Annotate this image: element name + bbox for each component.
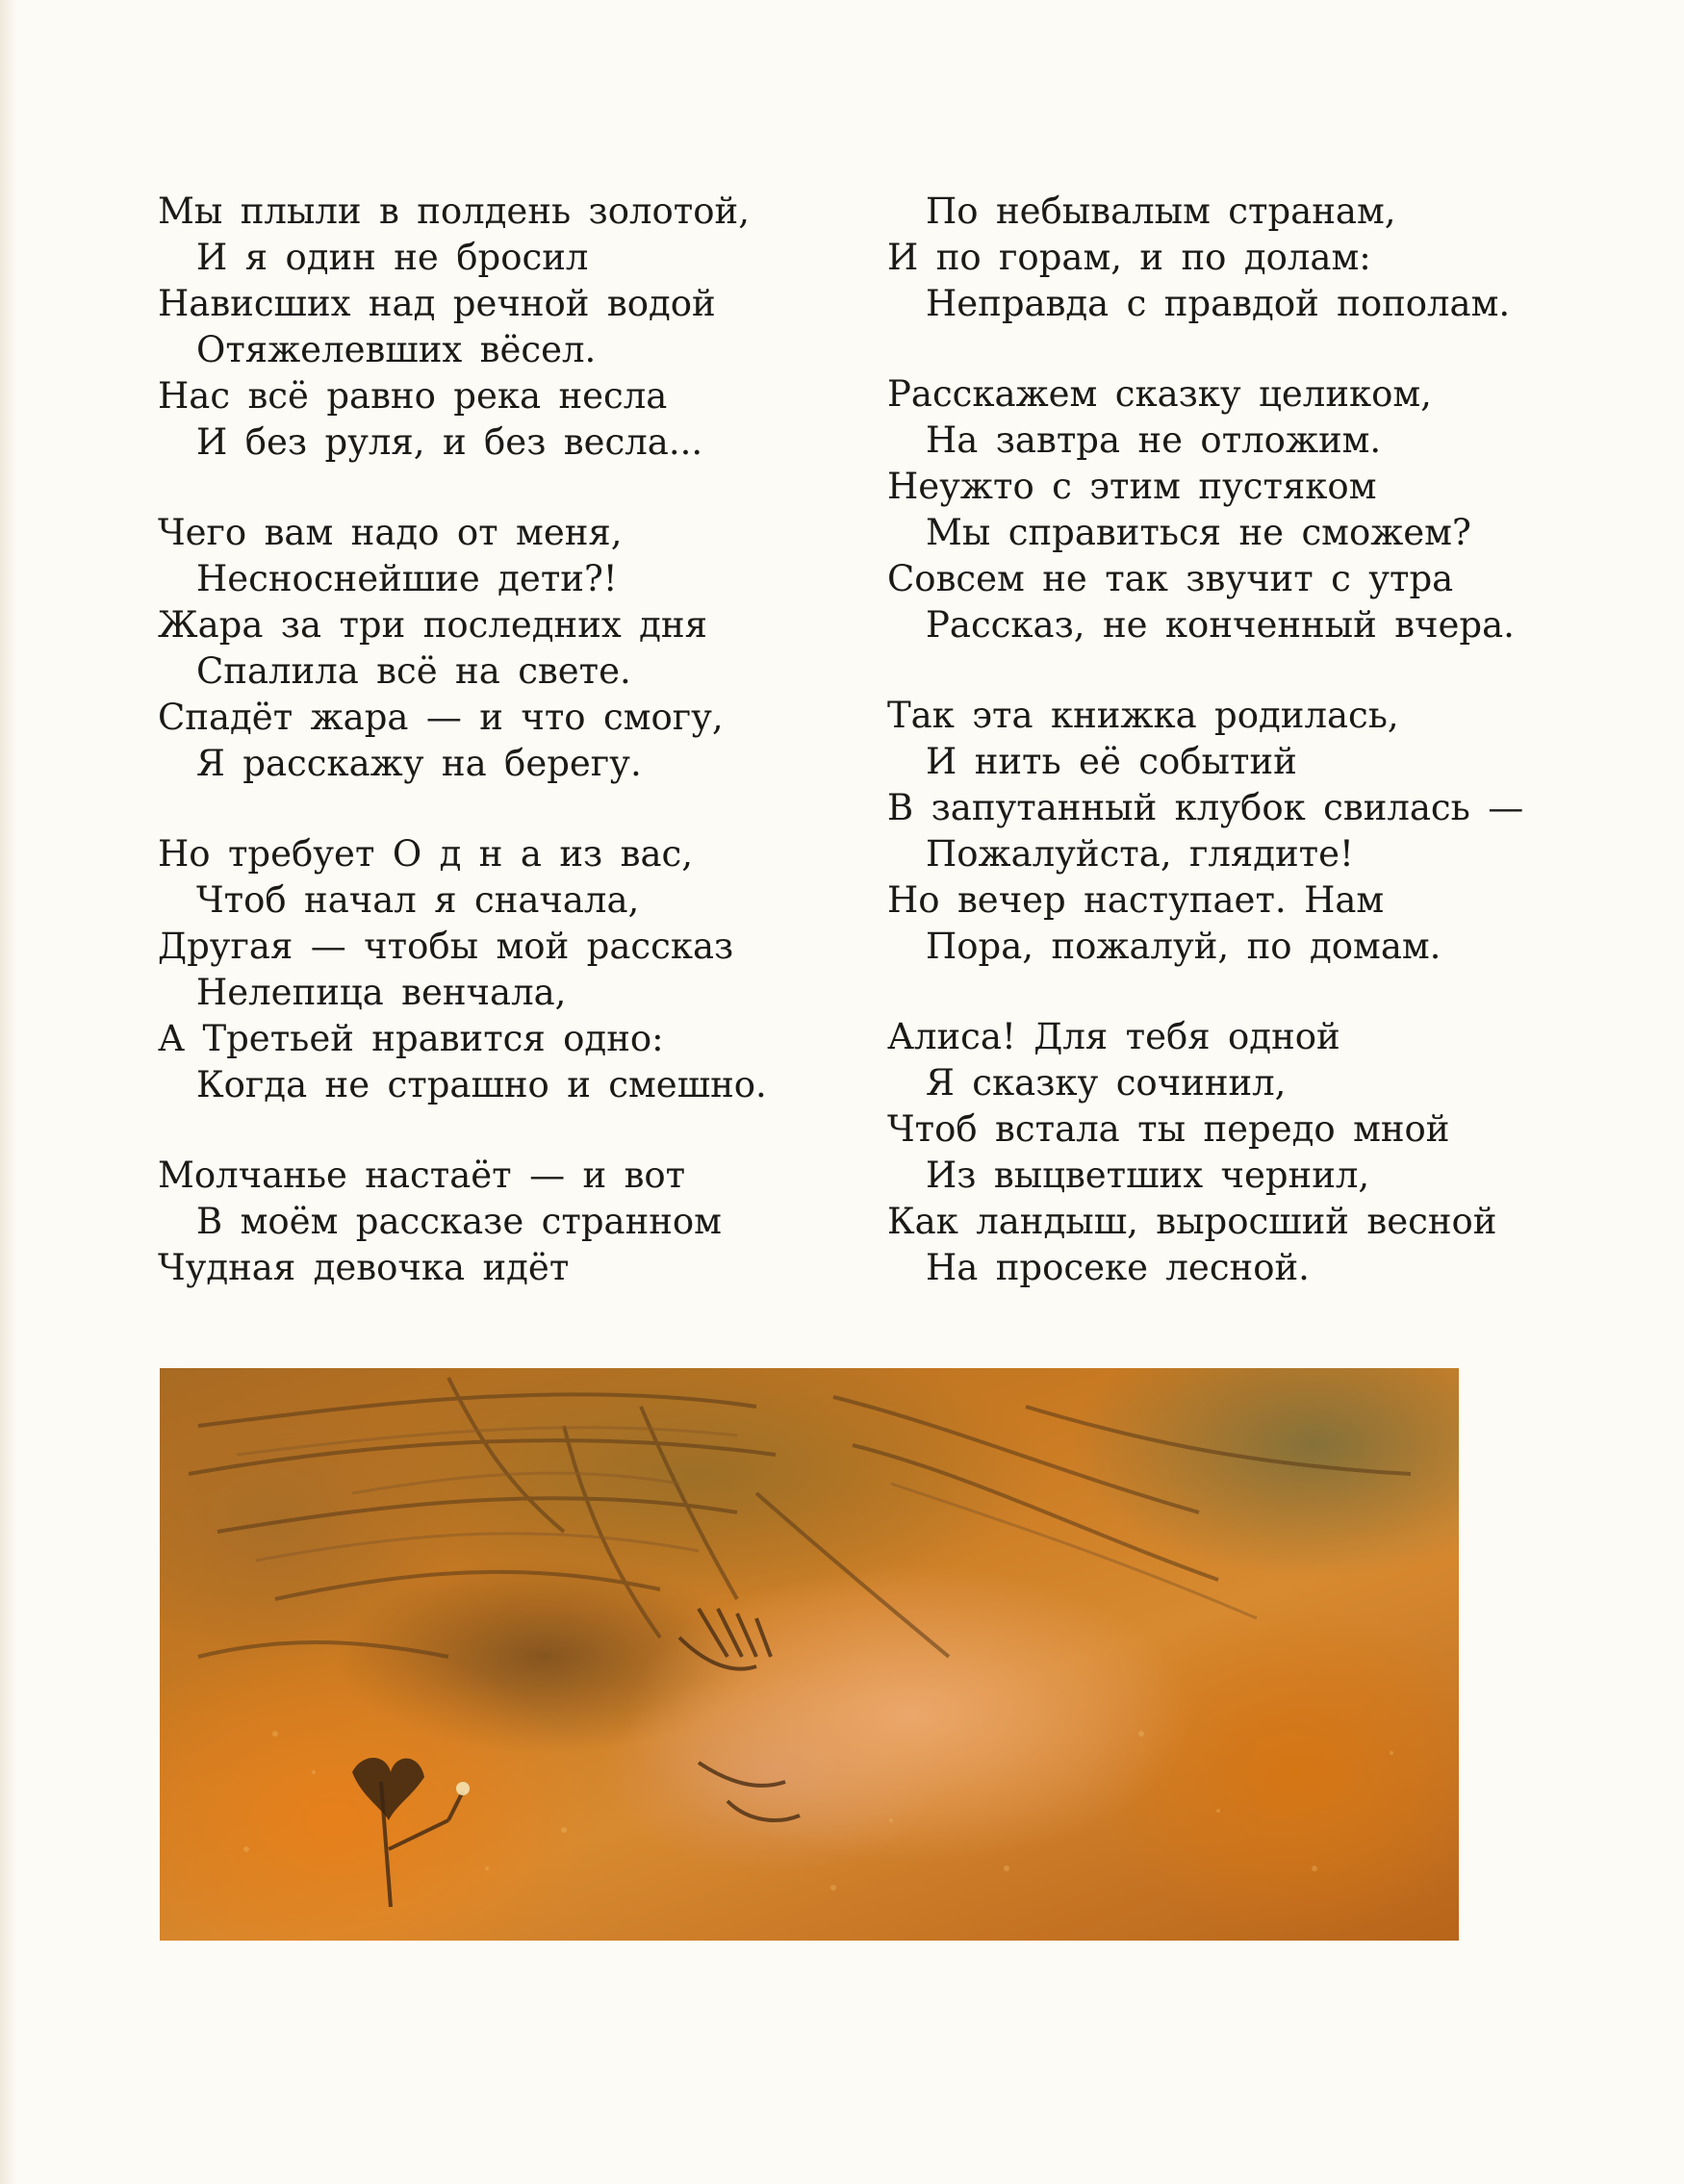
poem-column-left: [158, 189, 851, 1335]
poem-line: Нависших над речной водой: [158, 283, 716, 324]
stanza: [887, 693, 1580, 970]
poem-line: Чудная девочка идёт: [158, 1247, 570, 1288]
stanza: [887, 1014, 1580, 1291]
poem-line: Неправда с правдой пополам.: [926, 283, 1511, 324]
poem-line: В запутанный клубок свилась —: [887, 787, 1524, 828]
illustration-sleeping-girl: [160, 1368, 1459, 1941]
face-features: [679, 1609, 800, 1820]
poem-line: Рассказ, не конченный вчера.: [926, 604, 1515, 646]
poem-line: Спадёт жара — и что смогу,: [158, 697, 724, 738]
poem-line: Чего вам надо от меня,: [158, 512, 623, 553]
poem-line: Спалила всё на свете.: [196, 650, 631, 692]
poem-line: Когда не страшно и смешно.: [196, 1064, 767, 1105]
poem-line: Совсем не так звучит с утра: [887, 558, 1454, 599]
poem-line: Алиса! Для тебя одной: [887, 1016, 1340, 1057]
stanza: [158, 189, 851, 466]
poem-line: И нить её событий: [926, 741, 1297, 782]
poem-column-right: [887, 189, 1580, 1335]
poem-line: Пожалуйста, глядите!: [926, 833, 1354, 875]
stanza: [887, 189, 1580, 327]
poem-line: Чтоб начал я сначала,: [196, 879, 640, 921]
poem-line: Я расскажу на берегу.: [196, 743, 642, 784]
poem-line: Но требует О д н а из вас,: [158, 833, 694, 875]
stanza: [158, 831, 851, 1108]
poem-line: По небывалым странам,: [926, 190, 1396, 232]
poem-line: Молчанье настаёт — и вот: [158, 1155, 686, 1196]
hair-strokes: [189, 1378, 1411, 1657]
stanza: [158, 510, 851, 787]
speckle-texture: [243, 1731, 1393, 1891]
poem-line: На завтра не отложим.: [926, 419, 1382, 461]
poem-line: И я один не бросил: [196, 237, 589, 278]
poem-line: И по горам, и по долам:: [887, 237, 1371, 278]
poem-line: Я сказку сочинил,: [926, 1062, 1287, 1104]
poem-line: А Третьей нравится одно:: [158, 1018, 664, 1059]
flower-bud: [456, 1782, 470, 1795]
poem-line: Но вечер наступает. Нам: [887, 879, 1385, 921]
poem-line: Несноснейшие дети?!: [196, 558, 618, 599]
poem-line: Неужто с этим пустяком: [887, 466, 1377, 507]
poem-line: И без руля, и без весла...: [196, 421, 703, 463]
poem-line: На просеке лесной.: [926, 1247, 1310, 1288]
poem-line: Пора, пожалуй, по домам.: [926, 926, 1442, 967]
poem-line: Чтоб встала ты передо мной: [887, 1108, 1450, 1150]
poem-line: Как ландыш, выросший весной: [887, 1201, 1497, 1242]
hair-highlight-strokes: [237, 1428, 1257, 1618]
poem-line: Из выцветших чернил,: [926, 1155, 1370, 1196]
poem-line: Нелепица венчала,: [196, 972, 567, 1013]
stanza: [887, 371, 1580, 648]
poem-line: Другая — чтобы мой рассказ: [158, 926, 734, 967]
page-edge-shadow: [0, 0, 17, 2184]
poem-line: Мы плыли в полдень золотой,: [158, 190, 750, 232]
painting-strokes: [160, 1368, 1459, 1941]
poem-line: Мы справиться не сможем?: [926, 512, 1471, 553]
poem-line: В моём рассказе странном: [196, 1201, 722, 1242]
poem-line: Нас всё равно река несла: [158, 375, 668, 417]
poem-line: Отяжелевших вёсел.: [196, 329, 597, 370]
poem-line: Жара за три последних дня: [158, 604, 707, 646]
heart-shaped-petal: [352, 1758, 424, 1820]
poem-line: Так эта книжка родилась,: [887, 695, 1399, 736]
stanza: [158, 1153, 851, 1291]
poem-line: Расскажем сказку целиком,: [887, 373, 1432, 415]
